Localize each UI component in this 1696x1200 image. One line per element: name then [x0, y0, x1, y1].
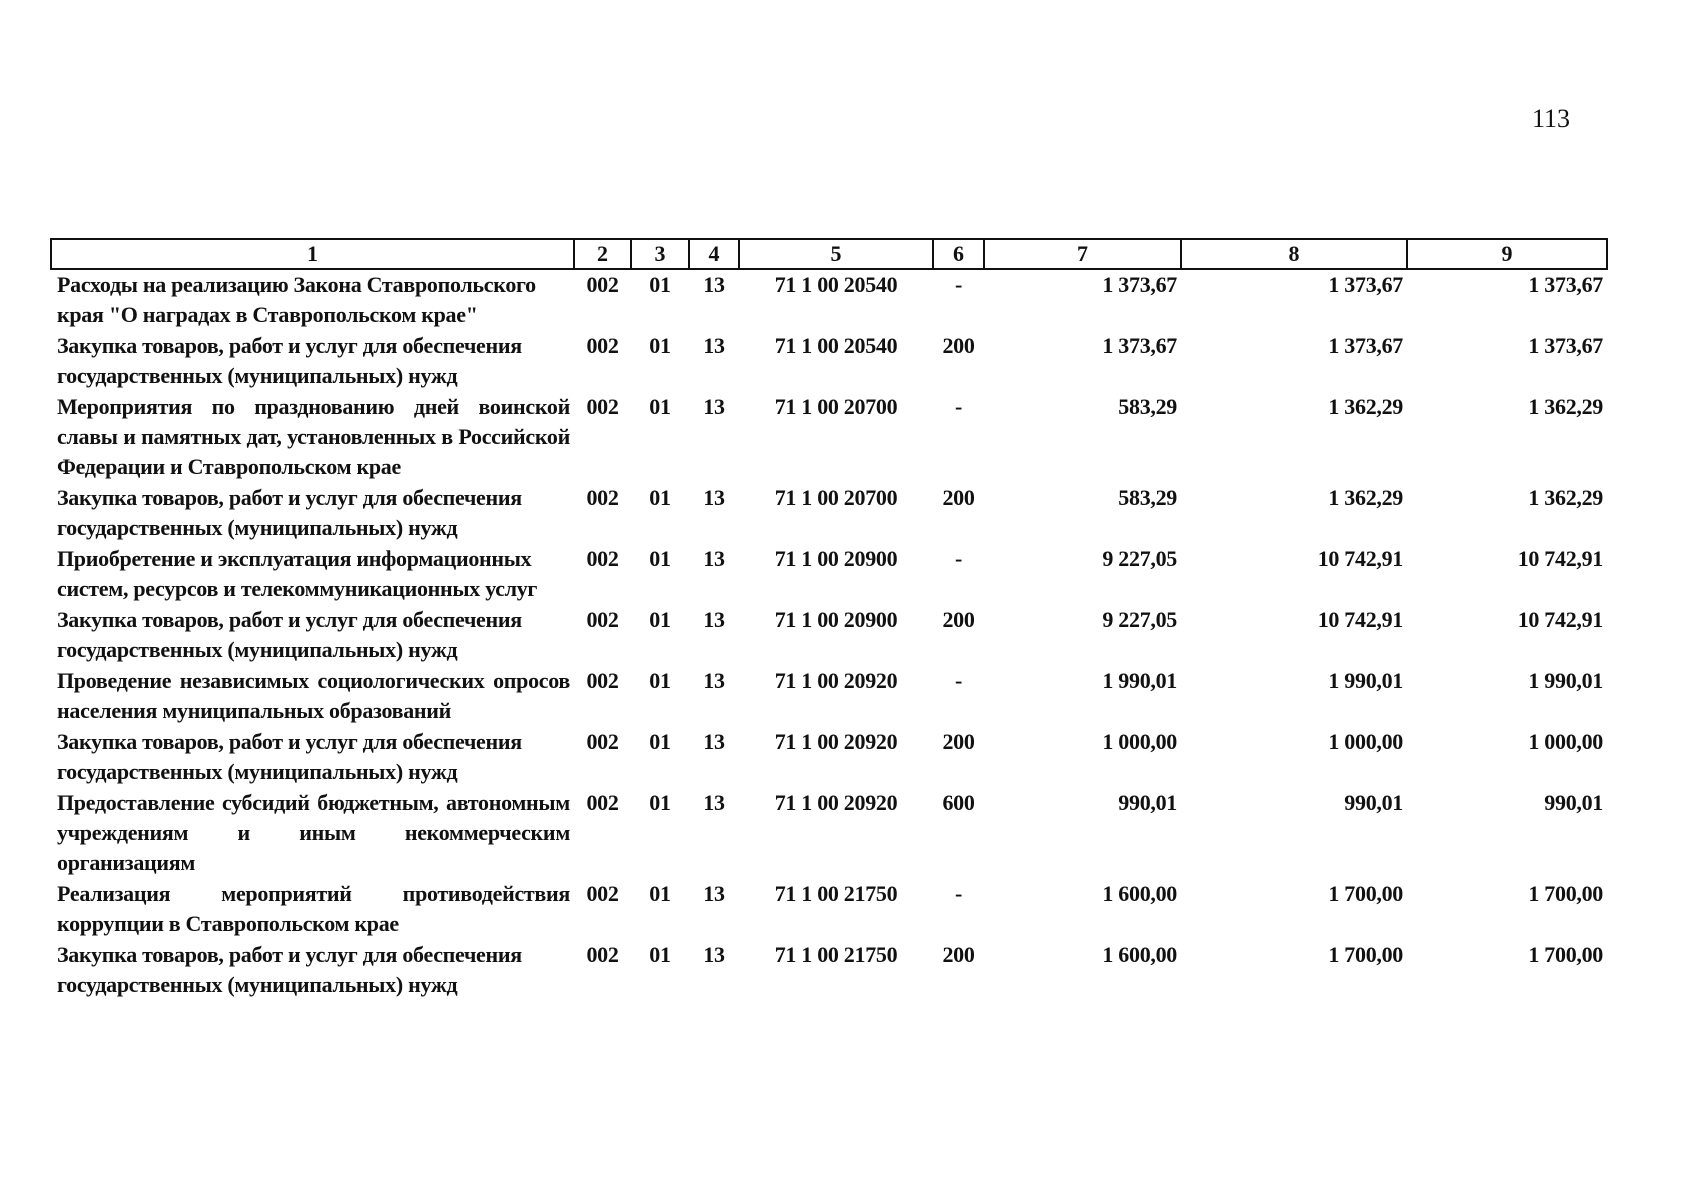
amount-col7: 1 600,00	[1102, 942, 1177, 967]
code-section: 01	[649, 668, 671, 693]
code-subsection: 13	[703, 881, 725, 906]
column-header: 3	[631, 239, 689, 269]
code-target-article: 71 1 00 20920	[774, 668, 898, 693]
table-row	[51, 483, 1607, 544]
table-row	[51, 666, 1607, 727]
code-expense-type: -	[954, 546, 963, 571]
amount-col9: 1 362,29	[1528, 394, 1603, 419]
row-description: Закупка товаров, работ и услуг для обеспечения государственных (муниципальных) нужд	[57, 333, 522, 388]
row-description: Закупка товаров, работ и услуг для обеспечения государственных (муниципальных) нужд	[57, 485, 522, 540]
amount-col9: 1 990,01	[1528, 668, 1603, 693]
code-ministry: 002	[586, 333, 619, 358]
code-section: 01	[649, 607, 671, 632]
amount-col9: 10 742,91	[1517, 546, 1603, 571]
code-target-article: 71 1 00 21750	[774, 881, 898, 906]
code-section: 01	[649, 546, 671, 571]
table-row	[51, 331, 1607, 392]
table-row	[51, 788, 1607, 879]
code-target-article: 71 1 00 20900	[774, 607, 898, 632]
row-description: Расходы на реализацию Закона Ставропольского края "О наградах в Ставропольском крае"	[57, 272, 536, 327]
code-expense-type: 200	[942, 607, 975, 632]
row-description: Закупка товаров, работ и услуг для обеспечения государственных (муниципальных) нужд	[57, 607, 522, 662]
code-subsection: 13	[703, 942, 725, 967]
code-subsection: 13	[703, 272, 725, 297]
amount-col8: 10 742,91	[1317, 607, 1403, 632]
column-header: 1	[51, 239, 574, 269]
code-ministry: 002	[586, 485, 619, 510]
row-description: Реализация мероприятий противодействия коррупции в Ставропольском крае	[57, 881, 570, 936]
code-expense-type: -	[954, 272, 963, 297]
amount-col8: 990,01	[1344, 790, 1403, 815]
code-target-article: 71 1 00 20700	[774, 485, 898, 510]
code-ministry: 002	[586, 881, 619, 906]
table-header-row	[51, 239, 1607, 269]
amount-col8: 1 700,00	[1328, 942, 1403, 967]
code-section: 01	[649, 790, 671, 815]
code-section: 01	[649, 881, 671, 906]
row-description: Мероприятия по празднованию дней воинской славы и памятных дат, установленных в Российской Федерации и Ставропольском крае	[57, 394, 570, 479]
code-subsection: 13	[703, 546, 725, 571]
code-ministry: 002	[586, 729, 619, 754]
amount-col7: 1 990,01	[1102, 668, 1177, 693]
amount-col8: 1 700,00	[1328, 881, 1403, 906]
table-row	[51, 940, 1607, 1001]
code-target-article: 71 1 00 20920	[774, 729, 898, 754]
code-subsection: 13	[703, 607, 725, 632]
row-description: Закупка товаров, работ и услуг для обеспечения государственных (муниципальных) нужд	[57, 729, 522, 784]
amount-col9: 1 362,29	[1528, 485, 1603, 510]
table-row	[51, 392, 1607, 483]
code-ministry: 002	[586, 790, 619, 815]
amount-col9: 1 373,67	[1528, 272, 1603, 297]
budget-table	[50, 238, 1608, 1001]
amount-col7: 1 373,67	[1102, 272, 1177, 297]
amount-col7: 1 600,00	[1102, 881, 1177, 906]
amount-col8: 1 373,67	[1328, 272, 1403, 297]
code-ministry: 002	[586, 607, 619, 632]
code-subsection: 13	[703, 333, 725, 358]
code-target-article: 71 1 00 20900	[774, 546, 898, 571]
code-section: 01	[649, 394, 671, 419]
code-subsection: 13	[703, 394, 725, 419]
amount-col7: 990,01	[1118, 790, 1177, 815]
column-header: 5	[739, 239, 933, 269]
amount-col9: 1 373,67	[1528, 333, 1603, 358]
row-description: Приобретение и эксплуатация информационных систем, ресурсов и телекоммуникационных услуг	[57, 546, 538, 601]
code-target-article: 71 1 00 20540	[774, 272, 898, 297]
code-subsection: 13	[703, 485, 725, 510]
column-header: 7	[984, 239, 1181, 269]
amount-col9: 10 742,91	[1517, 607, 1603, 632]
column-header: 9	[1407, 239, 1607, 269]
amount-col9: 1 700,00	[1528, 942, 1603, 967]
code-ministry: 002	[586, 272, 619, 297]
code-target-article: 71 1 00 20540	[774, 333, 898, 358]
code-expense-type: 200	[942, 942, 975, 967]
column-header: 4	[689, 239, 739, 269]
column-header: 8	[1181, 239, 1407, 269]
row-description: Предоставление субсидий бюджетным, автономным учреждениям и иным некоммерческим организациям	[57, 790, 570, 875]
code-subsection: 13	[703, 790, 725, 815]
amount-col8: 10 742,91	[1317, 546, 1403, 571]
code-expense-type: 200	[942, 485, 975, 510]
code-target-article: 71 1 00 20700	[774, 394, 898, 419]
code-expense-type: -	[954, 394, 963, 419]
amount-col9: 990,01	[1544, 790, 1603, 815]
code-target-article: 71 1 00 20920	[774, 790, 898, 815]
code-expense-type: 200	[942, 333, 975, 358]
amount-col7: 9 227,05	[1102, 607, 1177, 632]
table-row	[51, 544, 1607, 605]
amount-col7: 583,29	[1118, 485, 1177, 510]
column-header: 2	[574, 239, 631, 269]
table-row	[51, 727, 1607, 788]
amount-col8: 1 373,67	[1328, 333, 1403, 358]
code-expense-type: 600	[942, 790, 975, 815]
amount-col7: 1 373,67	[1102, 333, 1177, 358]
code-section: 01	[649, 729, 671, 754]
code-target-article: 71 1 00 21750	[774, 942, 898, 967]
table-row	[51, 269, 1607, 331]
amount-col7: 9 227,05	[1102, 546, 1177, 571]
code-expense-type: -	[954, 668, 963, 693]
amount-col7: 583,29	[1118, 394, 1177, 419]
page-number: 113	[1532, 104, 1571, 133]
amount-col9: 1 700,00	[1528, 881, 1603, 906]
amount-col9: 1 000,00	[1528, 729, 1603, 754]
code-section: 01	[649, 942, 671, 967]
code-subsection: 13	[703, 668, 725, 693]
code-ministry: 002	[586, 394, 619, 419]
code-section: 01	[649, 333, 671, 358]
code-subsection: 13	[703, 729, 725, 754]
row-description: Проведение независимых социологических опросов населения муниципальных образований	[57, 668, 570, 723]
amount-col8: 1 000,00	[1328, 729, 1403, 754]
column-header: 6	[933, 239, 984, 269]
amount-col8: 1 990,01	[1328, 668, 1403, 693]
code-ministry: 002	[586, 546, 619, 571]
table-row	[51, 879, 1607, 940]
code-ministry: 002	[586, 668, 619, 693]
amount-col8: 1 362,29	[1328, 485, 1403, 510]
code-expense-type: 200	[942, 729, 975, 754]
code-ministry: 002	[586, 942, 619, 967]
table-row	[51, 605, 1607, 666]
code-section: 01	[649, 485, 671, 510]
row-description: Закупка товаров, работ и услуг для обеспечения государственных (муниципальных) нужд	[57, 942, 522, 997]
amount-col8: 1 362,29	[1328, 394, 1403, 419]
code-section: 01	[649, 272, 671, 297]
amount-col7: 1 000,00	[1102, 729, 1177, 754]
code-expense-type: -	[954, 881, 963, 906]
